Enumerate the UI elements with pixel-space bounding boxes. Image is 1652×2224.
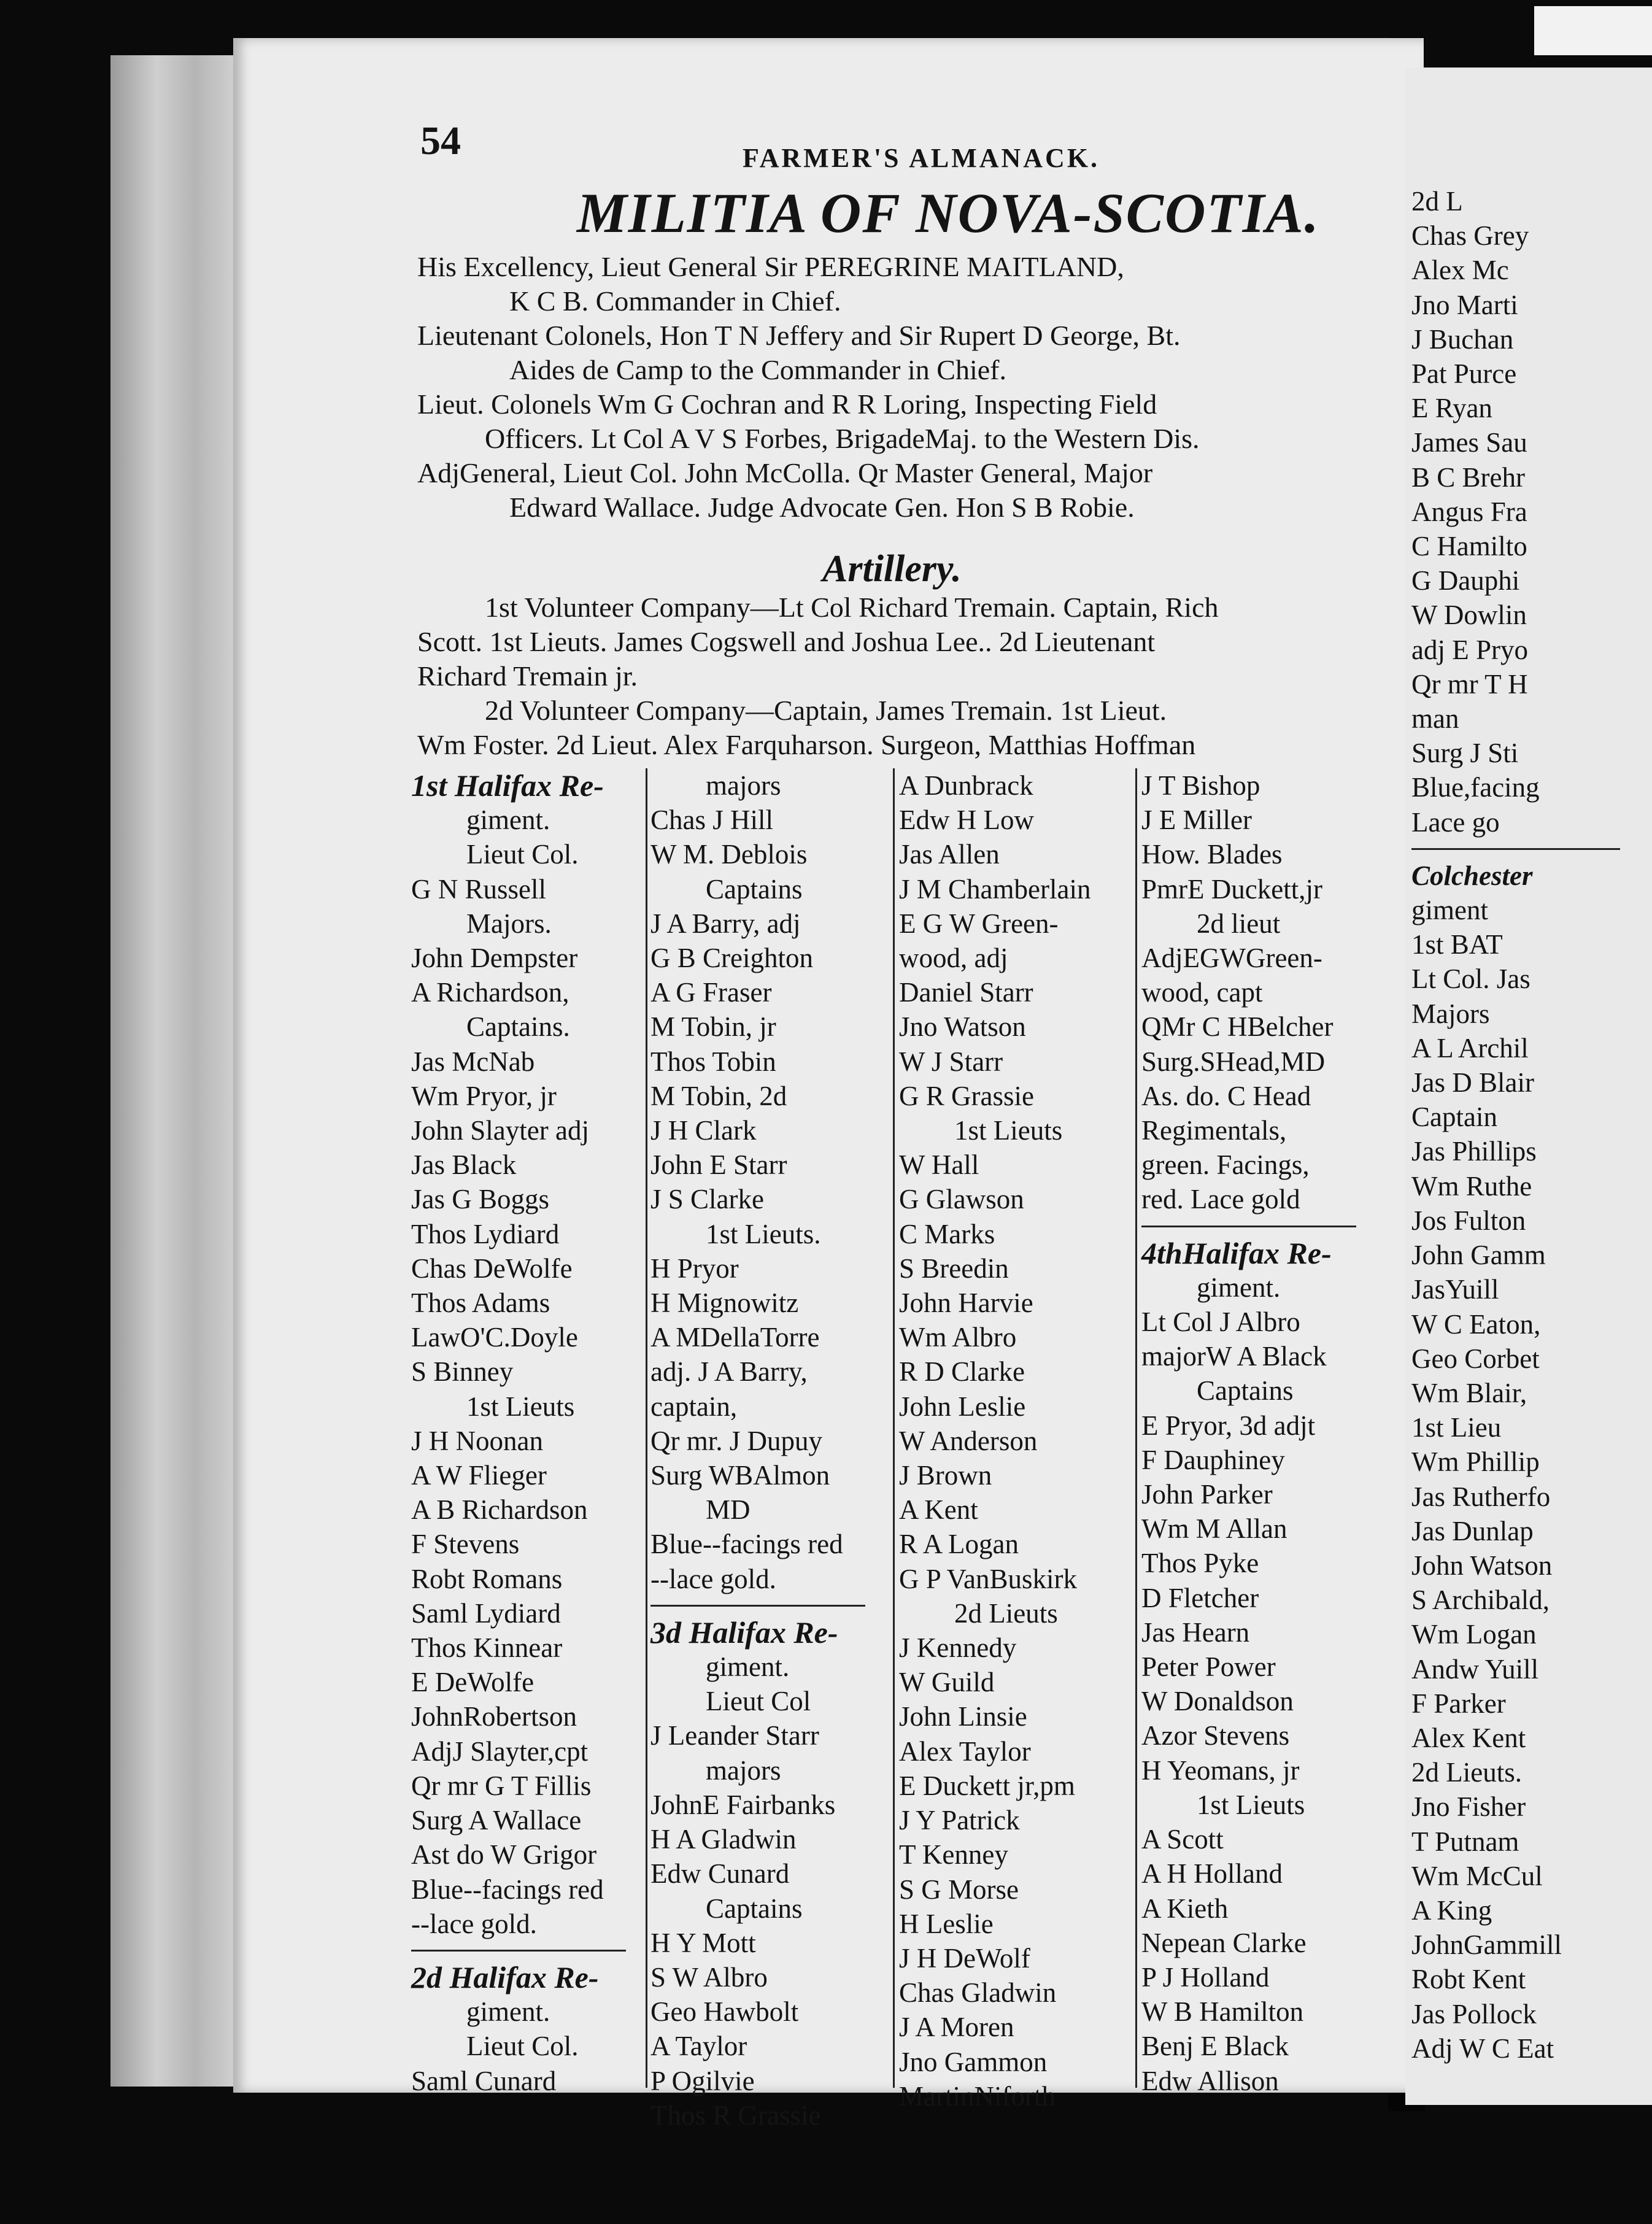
roster-entry: Thos Kinnear — [411, 1632, 563, 1664]
section-rule — [411, 1950, 626, 1952]
roster-entry: J E Miller — [1141, 805, 1252, 836]
roster-entry: E Pryor, 3d adjt — [1141, 1410, 1316, 1441]
roster-entry: Geo Corbet — [1411, 1343, 1540, 1374]
roster-entry: A Taylor — [650, 2031, 747, 2062]
roster-entry: LawO'C.Doyle — [411, 1322, 578, 1353]
roster-entry: Jno Watson — [899, 1011, 1026, 1043]
roster-entry: Chas J Hill — [650, 805, 774, 836]
roster-entry: James Sau — [1411, 427, 1527, 458]
roster-entry: Thos Adams — [411, 1288, 550, 1319]
roster-entry: John Leslie — [899, 1391, 1026, 1422]
roster-entry: Jos Fulton — [1411, 1205, 1526, 1236]
roster-entry: H Y Mott — [650, 1927, 756, 1958]
roster-entry: Surg J Sti — [1411, 738, 1519, 769]
roster-entry: Jas McNab — [411, 1046, 535, 1077]
roster-entry: J H Clark — [650, 1115, 757, 1146]
roster-entry: Chas Gladwin — [899, 1977, 1057, 2009]
roster-entry: A L Archil — [1411, 1032, 1529, 1064]
roster-entry: Azor Stevens — [1141, 1720, 1290, 1751]
roster-entry: T Kenney — [899, 1839, 1008, 1871]
roster-entry: giment. — [466, 805, 550, 836]
roster-entry: P J Holland — [1141, 1961, 1270, 1993]
roster-entry: Captains — [706, 1893, 803, 1924]
roster-entry: F Parker — [1411, 1688, 1506, 1719]
roster-entry: Wm Blair, — [1411, 1377, 1527, 1408]
roster-entry: A Dunbrack — [899, 770, 1033, 801]
roster-entry: --lace gold. — [411, 1908, 537, 1939]
roster-entry: A G Fraser — [650, 977, 772, 1008]
intro-line: Lieutenant Colonels, Hon T N Jeffery and Sir Rupert D George, Bt. — [417, 320, 1181, 351]
roster-entry: 1st Lieuts — [1197, 1789, 1305, 1820]
roster-entry: E DeWolfe — [411, 1667, 535, 1698]
regiment-heading: 2d Halifax Re- — [411, 1960, 599, 1994]
roster-entry: W Hall — [899, 1149, 979, 1181]
roster-entry: captain, — [650, 1391, 738, 1422]
roster-entry: John Harvie — [899, 1288, 1033, 1319]
roster-entry: A Richardson, — [411, 977, 569, 1008]
roster-entry: 2d lieut — [1197, 908, 1281, 939]
roster-entry: Alex Kent — [1411, 1722, 1526, 1753]
roster-entry: W Anderson — [899, 1425, 1038, 1456]
roster-entry: AdjJ Slayter,cpt — [411, 1736, 589, 1767]
roster-entry: Lt Col. Jas — [1411, 963, 1530, 995]
roster-entry: Blue,facing — [1411, 772, 1540, 803]
artillery-line: Wm Foster. 2d Lieut. Alex Farquharson. Surgeon, Matthias Hoffman — [417, 729, 1196, 760]
section-rule — [1411, 848, 1620, 850]
roster-entry: J Buchan — [1411, 323, 1514, 355]
roster-entry: Alex Mc — [1411, 255, 1509, 286]
roster-entry: G P VanBuskirk — [899, 1563, 1078, 1594]
roster-entry: A Scott — [1141, 1824, 1224, 1855]
roster-entry: John Parker — [1141, 1479, 1273, 1510]
roster-entry: man — [1411, 703, 1459, 735]
roster-entry: John Linsie — [899, 1701, 1027, 1732]
intro-line: Edward Wallace. Judge Advocate Gen. Hon S B Robie. — [509, 492, 1135, 523]
roster-entry: John Watson — [1411, 1550, 1553, 1581]
roster-entry: E Duckett jr,pm — [899, 1770, 1075, 1801]
roster-entry: Jas Dunlap — [1411, 1515, 1534, 1546]
roster-entry: QMr C HBelcher — [1141, 1011, 1334, 1043]
roster-entry: wood, capt — [1141, 977, 1263, 1008]
roster-entry: 1st BAT — [1411, 929, 1503, 960]
roster-entry: --lace gold. — [650, 1563, 776, 1594]
intro-line: K C B. Commander in Chief. — [509, 285, 841, 317]
almanac-page-right — [1405, 68, 1652, 2105]
roster-entry: A King — [1411, 1894, 1492, 1926]
roster-entry: AdjEGWGreen- — [1141, 943, 1322, 974]
roster-entry: W J Starr — [899, 1046, 1003, 1077]
roster-entry: adj. J A Barry, — [650, 1356, 808, 1388]
roster-entry: J Brown — [899, 1460, 992, 1491]
intro-line: His Excellency, Lieut General Sir PEREGRINE MAITLAND, — [417, 251, 1124, 282]
roster-entry: Captains. — [466, 1011, 570, 1043]
officers-intro — [417, 250, 1387, 525]
roster-entry: G R Grassie — [899, 1080, 1034, 1111]
artillery-line: 2d Volunteer Company—Captain, James Tremain. 1st Lieut. — [485, 695, 1167, 726]
roster-entry: John Slayter adj — [411, 1115, 589, 1146]
roster-entry: John Gamm — [1411, 1240, 1546, 1271]
roster-entry: Thos Pyke — [1141, 1548, 1259, 1579]
roster-entry: Chas DeWolfe — [411, 1253, 573, 1284]
roster-entry: H A Gladwin — [650, 1824, 797, 1855]
roster-entry: 2d L — [1411, 186, 1463, 217]
roster-entry: John E Starr — [650, 1149, 787, 1181]
roster-entry: G Dauphi — [1411, 565, 1520, 597]
roster-entry: A Kent — [899, 1494, 978, 1526]
roster-entry: H Mignowitz — [650, 1288, 799, 1319]
roster-entry: Robt Romans — [411, 1563, 563, 1594]
roster-entry: J T Bishop — [1141, 770, 1260, 801]
roster-entry: J H Noonan — [411, 1425, 543, 1456]
roster-entry: C Hamilto — [1411, 531, 1527, 562]
roster-entry: Peter Power — [1141, 1651, 1276, 1683]
roster-entry: wood, adj — [899, 943, 1008, 974]
roster-entry: A MDellaTorre — [650, 1322, 820, 1353]
roster-entry: Jas D Blair — [1411, 1067, 1534, 1098]
roster-entry: 2d Lieuts. — [1411, 1757, 1522, 1788]
roster-entry: Lieut Col. — [466, 839, 579, 870]
roster-entry: Jas Rutherfo — [1411, 1481, 1551, 1512]
roster-entry: red. Lace gold — [1141, 1184, 1300, 1215]
roster-entry: A Kieth — [1141, 1893, 1229, 1924]
section-rule — [1141, 1226, 1356, 1227]
roster-entry: majors — [706, 1755, 781, 1786]
artillery-heading: Artillery. — [822, 548, 962, 590]
roster-entry: Edw H Low — [899, 805, 1034, 836]
roster-entry: Lieut Col — [706, 1686, 811, 1717]
roster-entry: Blue--facings red — [650, 1529, 843, 1560]
roster-entry: Wm Pryor, jr — [411, 1080, 557, 1111]
roster-entry: 1st Lieuts — [466, 1391, 575, 1422]
roster-entry: S Archibald, — [1411, 1585, 1550, 1616]
roster-entry: giment — [1411, 895, 1488, 926]
intro-line: Aides de Camp to the Commander in Chief. — [509, 354, 1006, 385]
roster-entry: Robt Kent — [1411, 1964, 1526, 1995]
facing-page-corner — [1534, 6, 1652, 55]
roster-entry: Wm Albro — [899, 1322, 1017, 1353]
artillery-line: Richard Tremain jr. — [417, 660, 638, 692]
roster-entry: H Pryor — [650, 1253, 739, 1284]
roster-entry: E G W Green- — [899, 908, 1059, 939]
regiment-heading: 3d Halifax Re- — [650, 1615, 838, 1650]
regiment-heading: 4thHalifax Re- — [1141, 1235, 1332, 1270]
regiment-heading: Colchester — [1411, 860, 1533, 891]
roster-entry: Captain — [1411, 1102, 1497, 1133]
roster-entry: JohnRobertson — [411, 1701, 577, 1732]
roster-entry: 2d Lieuts — [954, 1597, 1058, 1629]
roster-entry: Edw Cunard — [650, 1858, 790, 1890]
roster-entry: majorW A Black — [1141, 1341, 1327, 1372]
roster-entry: JasYuill — [1411, 1274, 1499, 1305]
roster-entry: Jas Phillips — [1411, 1136, 1537, 1167]
roster-entry: giment. — [1197, 1272, 1281, 1303]
roster-entry: J M Chamberlain — [899, 873, 1091, 905]
roster-entry: P Ogilvie — [650, 2065, 755, 2096]
roster-entry: S Binney — [411, 1356, 514, 1388]
roster-entry: Captains — [1197, 1375, 1294, 1407]
roster-entry: W Donaldson — [1141, 1686, 1294, 1717]
roster-entry: W C Eaton, — [1411, 1308, 1541, 1340]
roster-entry: Lieut Col. — [466, 2031, 579, 2062]
roster-entry: G N Russell — [411, 873, 547, 905]
roster-entry: green. Facings, — [1141, 1149, 1310, 1181]
roster-entry: M Tobin, jr — [650, 1011, 776, 1043]
roster-entry: Thos R Grassie — [650, 2099, 821, 2131]
roster-entry: W Dowlin — [1411, 600, 1527, 631]
roster-entry: A H Holland — [1141, 1858, 1283, 1890]
roster-entry: Qr mr T H — [1411, 668, 1528, 700]
roster-entry: Saml Cunard — [411, 2065, 557, 2096]
roster-entry: W B Hamilton — [1141, 1996, 1304, 2028]
roster-entry: C Marks — [899, 1218, 995, 1249]
roster-entry: Alex Taylor — [899, 1736, 1031, 1767]
roster-entry: S Breedin — [899, 1253, 1009, 1284]
roster-entry: 1st Lieu — [1411, 1412, 1502, 1443]
roster-entry: Wm M Allan — [1141, 1513, 1287, 1545]
roster-column-4 — [1141, 768, 1399, 2098]
artillery-line: 1st Volunteer Company—Lt Col Richard Tremain. Captain, Rich — [485, 592, 1219, 623]
roster-entry: Jno Gammon — [899, 2046, 1048, 2077]
roster-entry: Wm Ruthe — [1411, 1170, 1532, 1202]
roster-entry: Thos Lydiard — [411, 1218, 560, 1249]
roster-entry: W M. Deblois — [650, 839, 808, 870]
roster-entry: D Fletcher — [1141, 1582, 1259, 1613]
roster-entry: Surg WBAlmon — [650, 1460, 830, 1491]
roster-entry: Jas Pollock — [1411, 1998, 1537, 2029]
roster-entry: H Leslie — [899, 1908, 994, 1939]
roster-entry: Jas G Boggs — [411, 1184, 550, 1215]
roster-entry: J Kennedy — [899, 1632, 1017, 1664]
intro-line: AdjGeneral, Lieut Col. John McColla. Qr Master General, Major — [417, 457, 1153, 488]
roster-entry: Regimentals, — [1141, 1115, 1287, 1146]
roster-entry: Blue--facings red — [411, 1874, 604, 1905]
roster-entry: Saml Lydiard — [411, 1597, 561, 1629]
running-head: FARMER'S ALMANACK. — [743, 143, 1100, 173]
roster-entry: giment. — [706, 1651, 790, 1683]
roster-entry: Surg.SHead,MD — [1141, 1046, 1326, 1077]
roster-column-3 — [899, 768, 1132, 2114]
roster-entry: W Guild — [899, 1667, 995, 1698]
roster-entry: John Dempster — [411, 943, 578, 974]
roster-entry: Ast do W Grigor — [411, 1839, 597, 1871]
column-divider — [1135, 768, 1137, 2088]
roster-entry: How. Blades — [1141, 839, 1283, 870]
roster-entry: J Y Patrick — [899, 1805, 1020, 1836]
roster-entry: adj E Pryo — [1411, 634, 1528, 665]
roster-entry: Adj W C Eat — [1411, 2033, 1554, 2064]
roster-entry: As. do. C Head — [1141, 1080, 1311, 1111]
roster-entry: 1st Lieuts. — [706, 1218, 821, 1249]
roster-entry: F Stevens — [411, 1529, 520, 1560]
roster-entry: Captains — [706, 873, 803, 905]
roster-entry: J S Clarke — [650, 1184, 764, 1215]
roster-entry: MartinNiforth — [899, 2080, 1056, 2112]
roster-entry: Jas Black — [411, 1149, 517, 1181]
intro-line: Lieut. Colonels Wm G Cochran and R R Loring, Inspecting Field — [417, 388, 1157, 420]
roster-entry: Benj E Black — [1141, 2031, 1289, 2062]
roster-entry: G Glawson — [899, 1184, 1024, 1215]
roster-entry: Daniel Starr — [899, 977, 1033, 1008]
roster-entry: Jno Marti — [1411, 289, 1518, 320]
roster-entry: Jno Fisher — [1411, 1791, 1526, 1823]
roster-entry: A W Flieger — [411, 1460, 547, 1491]
roster-entry: A B Richardson — [411, 1494, 588, 1526]
roster-entry: Angus Fra — [1411, 496, 1527, 527]
roster-entry: Lace go — [1411, 806, 1500, 838]
roster-entry: J Leander Starr — [650, 1720, 819, 1751]
roster-entry: Qr mr G T Fillis — [411, 1770, 592, 1801]
roster-entry: M Tobin, 2d — [650, 1080, 787, 1111]
intro-line: Officers. Lt Col A V S Forbes, BrigadeMaj. to the Western Dis. — [485, 423, 1200, 454]
roster-entry: Surg A Wallace — [411, 1805, 582, 1836]
roster-entry: Jas Hearn — [1141, 1616, 1250, 1648]
roster-entry: PmrE Duckett,jr — [1141, 873, 1322, 905]
roster-entry: J H DeWolf — [899, 1942, 1030, 1974]
section-rule — [650, 1605, 865, 1607]
roster-entry: Thos Tobin — [650, 1046, 776, 1077]
roster-entry: E Ryan — [1411, 393, 1492, 424]
roster-entry: Edw Allison — [1141, 2065, 1279, 2096]
roster-entry: giment. — [466, 1996, 550, 2028]
roster-entry: R D Clarke — [899, 1356, 1025, 1388]
roster-entry: B C Brehr — [1411, 461, 1525, 493]
artillery-line: Scott. 1st Lieuts. James Cogswell and Joshua Lee.. 2d Lieutenant — [417, 626, 1156, 657]
roster-entry: majors — [706, 770, 781, 801]
roster-entry: Majors. — [466, 908, 552, 939]
roster-entry: JohnGammill — [1411, 1929, 1562, 1961]
roster-entry: 1st Lieuts — [954, 1115, 1063, 1146]
roster-entry: MD — [706, 1494, 751, 1526]
roster-entry: Lt Col J Albro — [1141, 1307, 1300, 1338]
roster-entry: Geo Hawbolt — [650, 1996, 799, 2028]
regiment-heading: 1st Halifax Re- — [411, 768, 604, 803]
roster-entry: S G Morse — [899, 1874, 1019, 1905]
roster-entry: R A Logan — [899, 1529, 1019, 1560]
roster-entry: Wm McCul — [1411, 1860, 1543, 1891]
roster-entry: Nepean Clarke — [1141, 1927, 1307, 1958]
roster-entry: Majors — [1411, 998, 1490, 1029]
roster-entry: Pat Purce — [1411, 358, 1517, 390]
roster-entry: Jas Allen — [899, 839, 1000, 870]
roster-entry: T Putnam — [1411, 1826, 1519, 1857]
roster-entry: Chas Grey — [1411, 220, 1529, 252]
artillery-text — [417, 590, 1387, 762]
roster-entry: Wm Logan — [1411, 1619, 1537, 1650]
page-title: MILITIA OF NOVA-SCOTIA. — [577, 182, 1320, 244]
roster-entry: Andw Yuill — [1411, 1653, 1539, 1685]
roster-column-2 — [650, 768, 896, 2133]
roster-entry: J A Moren — [899, 2012, 1014, 2043]
roster-column-right — [1411, 184, 1620, 2066]
roster-entry: S W Albro — [650, 1961, 768, 1993]
roster-entry: Qr mr. J Dupuy — [650, 1425, 822, 1456]
roster-entry: H Yeomans, jr — [1141, 1755, 1300, 1786]
roster-entry: J A Barry, adj — [650, 908, 801, 939]
roster-entry: G B Creighton — [650, 943, 813, 974]
page-number: 54 — [420, 118, 461, 163]
roster-entry: F Dauphiney — [1141, 1444, 1285, 1475]
roster-entry: Wm Phillip — [1411, 1446, 1540, 1478]
almanac-page-left — [233, 38, 1424, 2131]
roster-entry: JohnE Fairbanks — [650, 1789, 836, 1820]
